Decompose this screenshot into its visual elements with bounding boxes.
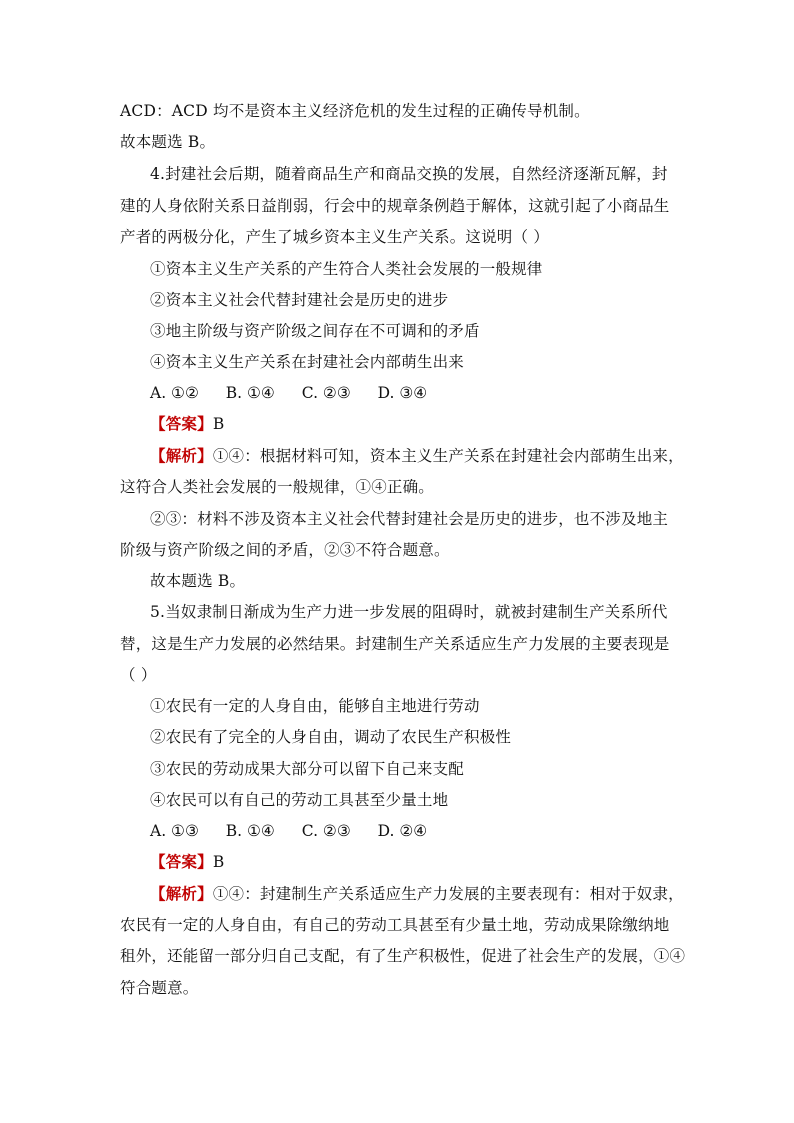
q5-analysis-line [150,883,684,905]
q4-options [150,382,449,404]
q5-option-b: B. ①④ [225,822,275,840]
answer-tag: 【答案】 [150,852,213,871]
analysis-tag: 【解析】 [150,446,213,465]
q4-statement: ④资本主义生产关系在封建社会内部萌生出来 [150,353,465,371]
q5-option-c: C. ②③ [301,822,351,840]
q4-stem-line: 产者的两极分化，产生了城乡资本主义生产关系。这说明（ ） [120,228,550,246]
answer-value: B [212,415,225,433]
q5-stem-line: 替，这是生产力发展的必然结果。封建制生产关系适应生产力发展的主要表现是 [120,635,670,653]
q4-analysis-line: 这符合人类社会发展的一般规律，①④正确。 [120,478,435,496]
q4-stem-line: 建的人身依附关系日益削弱，行会中的规章条例趋于解体，这就引起了小商品生 [120,197,670,215]
analysis-text: ①④：封建制生产关系适应生产力发展的主要表现有：相对于奴隶， [212,885,684,903]
q4-option-a: A. ①② [150,384,199,402]
q5-statement: ④农民可以有自己的劳动工具甚至少量土地 [150,791,449,809]
q4-analysis-line: ②③：材料不涉及资本主义社会代替封建社会是历史的进步，也不涉及地主 [150,510,669,528]
q5-stem-line: 5.当奴隶制日渐成为生产力进一步发展的阻碍时，就被封建制生产关系所代 [150,603,668,621]
q4-analysis-line: 阶级与资产阶级之间的矛盾，②③不符合题意。 [120,541,450,559]
q4-conclusion: 故本题选 B。 [150,572,246,590]
intro-line: ACD：ACD 均不是资本主义经济危机的发生过程的正确传导机制。 [120,102,590,120]
q4-stem-line: 4.封建社会后期，随着商品生产和商品交换的发展，自然经济逐渐瓦解，封 [150,165,668,183]
q4-analysis-line [150,445,684,467]
answer-tag: 【答案】 [150,414,213,433]
q5-statement: ②农民有了完全的人身自由，调动了农民生产积极性 [150,728,512,746]
q5-analysis-line: 租外，还能留一部分归自己支配，有了生产积极性，促进了社会生产的发展，①④ [120,947,686,965]
q5-stem-line: （ ） [120,666,157,684]
q4-option-d: D. ③④ [377,384,428,402]
q4-statement: ③地主阶级与资产阶级之间存在不可调和的矛盾 [150,322,480,340]
answer-value: B [212,853,225,871]
q5-statement: ①农民有一定的人身自由，能够自主地进行劳动 [150,697,480,715]
q5-answer [150,851,224,873]
intro-conclusion: 故本题选 B。 [120,133,216,151]
analysis-text: ①④：根据材料可知，资本主义生产关系在封建社会内部萌生出来， [212,447,684,465]
q5-options [150,820,449,842]
q4-option-b: B. ①④ [225,384,275,402]
q5-analysis-line: 农民有一定的人身自由，有自己的劳动工具甚至有少量土地，劳动成果除缴纳地 [120,916,670,934]
analysis-tag: 【解析】 [150,884,213,903]
q4-option-c: C. ②③ [301,384,351,402]
q5-statement: ③农民的劳动成果大部分可以留下自己来支配 [150,760,465,778]
q5-option-a: A. ①③ [150,822,199,840]
q5-analysis-line: 符合题意。 [120,979,199,997]
q5-option-d: D. ②④ [377,822,428,840]
q4-statement: ①资本主义生产关系的产生符合人类社会发展的一般规律 [150,260,543,278]
q4-statement: ②资本主义社会代替封建社会是历史的进步 [150,291,449,309]
q4-answer [150,413,224,435]
